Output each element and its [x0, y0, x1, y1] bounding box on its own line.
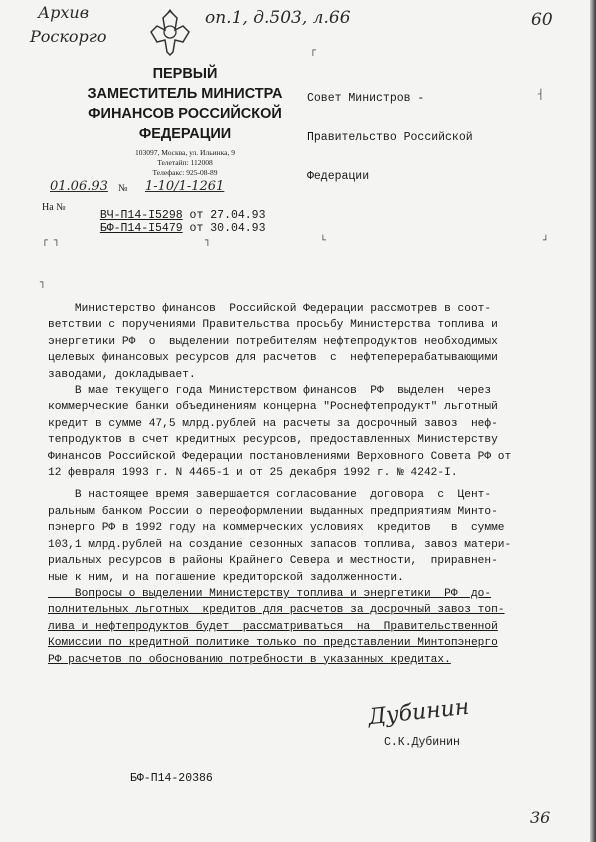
subject-corner-mark-right: ┐	[205, 236, 212, 247]
sender-title-line: ФИНАНСОВ РОССИЙСКОЙ	[88, 106, 282, 122]
outgoing-number-label: №	[118, 183, 128, 194]
sender-fax: Телефакс: 925-08-89	[152, 168, 218, 177]
reply-ref-from: от	[189, 222, 204, 235]
sender-telegraph: Телетайп: 112008	[157, 158, 213, 167]
outgoing-number: 1-10/1-1261	[145, 179, 225, 194]
recipient-corner-mark-right: ┘	[543, 236, 550, 247]
archive-note-line1: Архив	[38, 3, 89, 22]
archive-reference: оп.1, д.503, л.66	[205, 8, 351, 28]
recipient-line: Федерации	[307, 170, 370, 183]
reply-ref-number: ВЧ-П14-I5298	[99, 209, 183, 222]
paragraph-4: Вопросы о выделении Министерству топлива и энергетики РФ до- полнительных льготных кредитов для расчетов за досрочный завоз топ- лива и нефтепродуктов будет рассматриваться на Правительственной Комиссии по кредитной политике только по представлении Минтопэнерго РФ расчетов по обоснованию потребности в указанных кредитах.	[48, 587, 505, 666]
page-number-bottom: 36	[530, 808, 551, 827]
sender-title-line: ФЕДЕРАЦИИ	[138, 126, 232, 142]
paragraph-3: В настоящее время завершается согласование договора с Цент- ральным банком России о переоформлении выданных предприятиям Минто- пэнерго РФ в 1992 году на коммерческих условиях кредитов в сумме 103,1 млрд.рублей на создание сезонных запасов топлива, завоз матери- риальных ресурсов в районы Крайнего Севера и местности, приравнен- ные к ним, и на погашение кредиторской задолженности.	[48, 489, 512, 584]
recipient-line: Совет Министров -	[307, 92, 425, 105]
reply-ref-date: 27.04.93	[210, 209, 266, 222]
letter-body	[48, 301, 511, 668]
body-margin-mark: ┐	[40, 278, 47, 289]
recipient-block	[307, 66, 473, 196]
reply-ref-date: 30.04.93	[210, 222, 266, 235]
sender-contacts	[90, 148, 280, 178]
sender-address: 103097, Москва, ул. Ильинка, 9	[134, 148, 236, 157]
reply-ref-row	[86, 209, 265, 235]
in-reply-label: На №	[42, 202, 66, 213]
archive-note-line2: Роскорго	[30, 27, 107, 46]
subject-corner-mark-left: ┌ ┐	[42, 236, 61, 247]
signature-scribble: Дубинин	[366, 694, 471, 731]
reply-ref-number: БФ-П14-I5479	[99, 222, 183, 235]
sender-title-line: ЗАМЕСТИТЕЛЬ МИНИСТРА	[87, 86, 283, 102]
recipient-margin-mark: ┤	[538, 90, 545, 101]
paragraph-1: Министерство финансов Российской Федерации рассмотрев в соот- ветствии с поручениями Правительства просьбу Министерства топлива и энергетики РФ о выделении потребителям нефтепродуктов необходимых целевых финансовых ресурсов для расчетов с нефтеперерабатывающими заводами, докладывает.	[48, 303, 498, 381]
reply-ref-from: от	[189, 209, 204, 222]
registration-code: БФ-П14-20386	[130, 772, 213, 785]
sender-title	[70, 64, 300, 144]
outgoing-date: 01.06.93	[50, 179, 108, 194]
recipient-line: Правительство Российской	[307, 131, 473, 144]
paragraph-2: В мае текущего года Министерством финансов РФ выделен через коммерческие банки объединениям концерна "Роснефтепродукт" льготный кредит в сумме 47,5 млрд.рублей на расчеты за досрочный завоз неф- тепродуктов в счет кредитных ресурсов, предоставленных Министерству Финансов Российской Федерации постановлениями Верховного Совета РФ от 12 февраля 1993 г. N 4465-1 и от 25 декабря 1992 г. № 4242-I.	[48, 385, 512, 480]
signatory-name: С.К.Дубинин	[384, 736, 460, 749]
recipient-corner-mark: ┌	[310, 46, 317, 57]
sender-title-line: ПЕРВЫЙ	[152, 66, 218, 82]
recipient-corner-mark-bottom: └	[320, 236, 327, 247]
page-number-top: 60	[531, 10, 553, 30]
scan-edge-shadow	[590, 0, 596, 842]
state-emblem-icon	[145, 8, 195, 58]
